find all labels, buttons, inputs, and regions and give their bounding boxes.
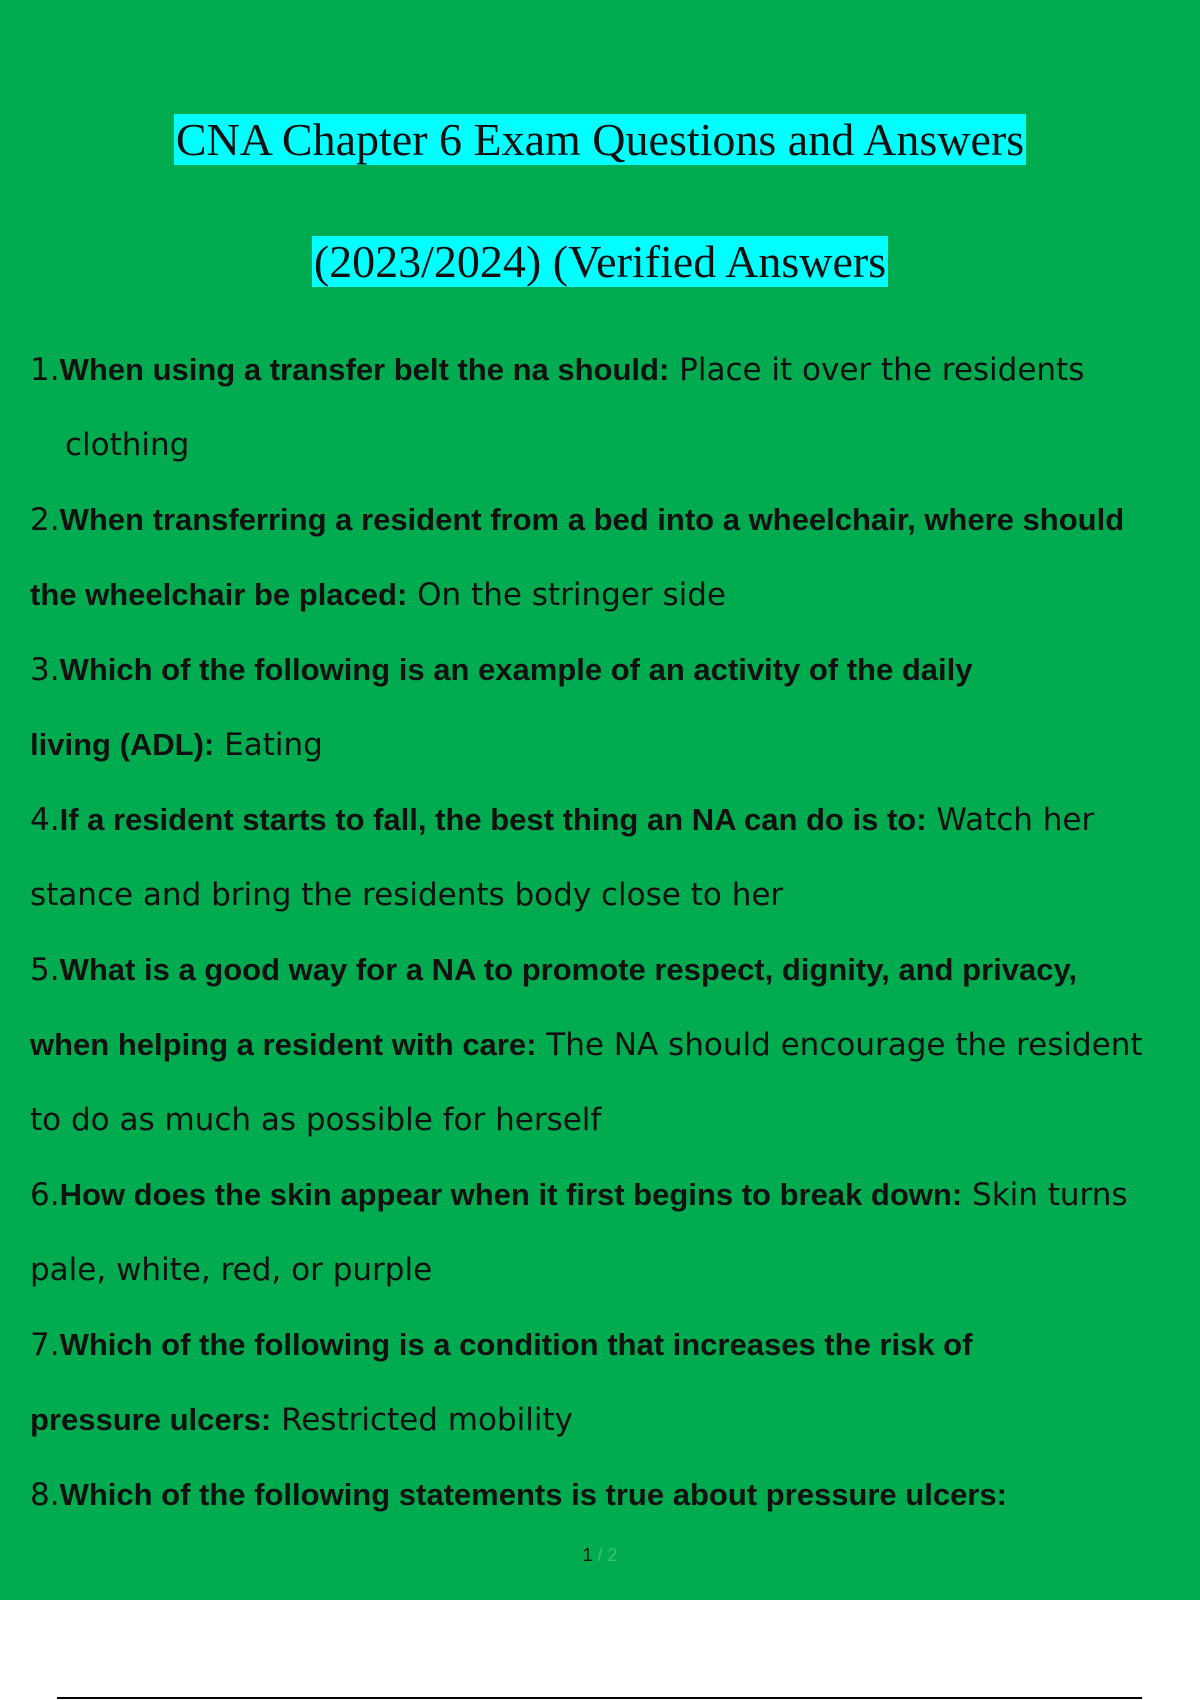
question-5-line-2 [30, 1007, 1200, 1082]
question-text: When using a transfer belt the na should: [59, 352, 670, 387]
question-number: 3. [30, 652, 60, 688]
answer-text: The NA should encourage the resident [536, 1027, 1143, 1063]
question-number: 1. [30, 352, 60, 388]
question-text: When transferring a resident from a bed into a wheelchair, where should [59, 502, 1125, 537]
question-text: Which of the following statements is true about pressure ulcers: [59, 1477, 1007, 1512]
answer-text: On the stringer side [407, 577, 726, 613]
question-4-line-2 [30, 857, 1200, 932]
question-number: 7. [30, 1327, 60, 1363]
question-5-line-1 [30, 932, 1200, 1007]
question-6-line-1 [30, 1157, 1200, 1232]
question-item-4 [30, 782, 1200, 932]
question-4-line-1 [30, 782, 1200, 857]
title-highlight-2: (2023/2024) (Verified Answers [313, 236, 887, 287]
answer-text: Place it over the residents [669, 352, 1085, 388]
question-item-3 [30, 632, 1200, 782]
question-item-7 [30, 1307, 1200, 1457]
answer-text: pale, white, red, or purple [30, 1252, 433, 1288]
page-divider [57, 1697, 1142, 1699]
question-text: the wheelchair be placed: [30, 577, 408, 612]
question-number: 2. [30, 502, 60, 538]
question-number: 5. [30, 952, 60, 988]
question-7-line-1 [30, 1307, 1200, 1382]
answer-text: Skin turns [962, 1177, 1128, 1213]
answer-text: Watch her [926, 802, 1095, 838]
answer-text: clothing [65, 427, 190, 463]
page-number-total: / 2 [597, 1545, 618, 1565]
answer-text: to do as much as possible for herself [30, 1102, 602, 1138]
question-text: pressure ulcers: [30, 1402, 272, 1437]
question-6-line-2 [30, 1232, 1200, 1307]
question-item-6 [30, 1157, 1200, 1307]
document-title-line-1 [0, 110, 1200, 170]
question-item-5 [30, 932, 1200, 1157]
answer-text: Restricted mobility [271, 1402, 573, 1438]
question-number: 6. [30, 1177, 60, 1213]
question-item-8 [30, 1457, 1200, 1532]
question-3-line-2 [30, 707, 1200, 782]
question-2-line-2 [30, 557, 1200, 632]
question-text: Which of the following is an example of an activity of the daily [59, 652, 973, 687]
question-8-line-1 [30, 1457, 1200, 1532]
question-text: when helping a resident with care: [30, 1027, 537, 1062]
question-text: living (ADL): [30, 727, 215, 762]
page-number-current: 1 [582, 1545, 593, 1565]
question-number: 4. [30, 802, 60, 838]
question-1-line-1 [30, 332, 1200, 407]
question-item-2 [30, 482, 1200, 632]
question-text: Which of the following is a condition that increases the risk of [59, 1327, 973, 1362]
answer-text: Eating [214, 727, 323, 763]
question-item-1 [30, 332, 1200, 482]
question-number: 8. [30, 1477, 60, 1513]
question-5-line-3 [30, 1082, 1200, 1157]
question-text: What is a good way for a NA to promote respect, dignity, and privacy, [59, 952, 1077, 987]
document-title-line-2 [0, 232, 1200, 292]
question-3-line-1 [30, 632, 1200, 707]
question-2-line-1 [30, 482, 1200, 557]
page-number [0, 1545, 1200, 1566]
title-highlight-1: CNA Chapter 6 Exam Questions and Answers [175, 114, 1025, 165]
question-1-line-2 [30, 407, 1200, 482]
question-text: How does the skin appear when it first begins to break down: [59, 1177, 963, 1212]
answer-text: stance and bring the residents body close to her [30, 877, 784, 913]
question-text: If a resident starts to fall, the best thing an NA can do is to: [59, 802, 927, 837]
question-7-line-2 [30, 1382, 1200, 1457]
